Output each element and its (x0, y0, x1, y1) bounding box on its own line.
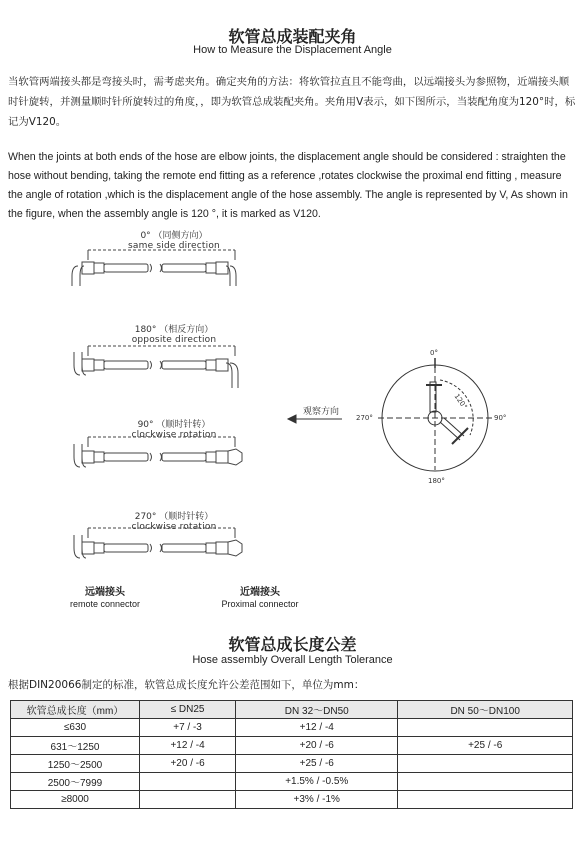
page-title: 软管总成装配夹角 (228, 27, 357, 46)
dial-angle-label: 120° (452, 392, 469, 411)
table-row (11, 737, 573, 755)
table-cell (398, 773, 573, 791)
tolerance-table (10, 700, 573, 809)
table-header-row (11, 701, 573, 719)
hose-3 (74, 437, 242, 467)
table-row (11, 719, 573, 737)
view-direction-label: 观察方向 (302, 407, 339, 417)
dial-bottom-label: 180° (428, 477, 445, 485)
table-cell: +20 / -6 (140, 755, 236, 773)
table-header-cell: DN 32～DN50 (236, 701, 398, 719)
page-subtitle: How to Measure the Displacement Angle (193, 44, 392, 56)
table-cell: +25 / -6 (398, 737, 573, 755)
table-cell (140, 773, 236, 791)
view-arrow-head (288, 415, 296, 423)
dial-right-label: 90° (494, 414, 507, 422)
dial-top-label: 0° (430, 349, 438, 357)
table-cell: +7 / -3 (140, 719, 236, 737)
hose-2-label-en: opposite direction (131, 335, 217, 345)
table-cell: 631～1250 (11, 737, 140, 755)
intro-paragraph-en: When the joints at both ends of the hose are elbow joints, the displacement angle should be considered : straighten the hose without bending, taking the remote end fitting as a reference ,rotates clockwise the proximal end fitting , measure the angle of rotation ,which is the displacement angle of the hose assembly. The angle is represented by V, As shown in the figure, when the assembly angle is 120 °, it is marked as V120. (8, 151, 568, 220)
proximal-connector-label-en: Proximal connector (221, 599, 299, 609)
hose-2-label-cn: 180° （相反方向） (134, 325, 214, 335)
table-row (11, 773, 573, 791)
table-cell: ≥8000 (11, 791, 140, 809)
table-row (11, 791, 573, 809)
table-cell: +12 / -4 (140, 737, 236, 755)
angle-dial (280, 340, 520, 490)
tolerance-title: 软管总成长度公差 (228, 635, 357, 654)
table-cell: +20 / -6 (236, 737, 398, 755)
remote-connector-label-en: remote connector (69, 599, 141, 609)
hose-4 (74, 528, 242, 558)
table-cell: +25 / -6 (236, 755, 398, 773)
tolerance-note: 根据DIN20066制定的标准，软管总成长度允许公差范围如下，单位为mm： (8, 679, 365, 691)
hose-2 (74, 346, 238, 388)
table-cell (398, 755, 573, 773)
table-header-cell: 软管总成长度（mm） (11, 701, 140, 719)
hose-3-label-en: clockwise rotation (131, 430, 217, 440)
table-header-cell: DN 50～DN100 (398, 701, 573, 719)
table-cell (140, 791, 236, 809)
table-cell: +3% / -1% (236, 791, 398, 809)
proximal-connector-label-cn: 近端接头 (240, 587, 280, 598)
hose-4-label-cn: 270° （顺时针转） (134, 512, 214, 522)
hose-1-label-cn: 0° （同侧方向） (140, 231, 208, 241)
table-row (11, 755, 573, 773)
table-cell: +12 / -4 (236, 719, 398, 737)
hose-1 (72, 250, 236, 286)
tolerance-subtitle: Hose assembly Overall Length Tolerance (192, 654, 393, 666)
table-header-cell: ≤ DN25 (140, 701, 236, 719)
hose-diagram (60, 220, 270, 590)
table-cell (398, 719, 573, 737)
dial-left-label: 270° (356, 414, 373, 422)
intro-paragraph-cn: 当软管两端接头都是弯接头时，需考虑夹角。确定夹角的方法：将软管拉直且不能弯曲，以远端接头为参照物，近端接头顺时针旋转，并测量顺时针所旋转过的角度，，即为软管总成装配夹角。夹角用V表示，如下图所示，当装配角度为120°时，标记为V120。 (8, 76, 576, 128)
remote-connector-label-cn: 远端接头 (85, 587, 125, 598)
table-cell: +1.5% / -0.5% (236, 773, 398, 791)
hose-3-label-cn: 90° （顺时针转） (137, 420, 211, 430)
hose-4-label-en: clockwise rotation (131, 522, 217, 532)
table-cell: ≤630 (11, 719, 140, 737)
table-cell: 1250～2500 (11, 755, 140, 773)
table-cell: 2500～7999 (11, 773, 140, 791)
table-cell (398, 791, 573, 809)
hose-1-label-en: same side direction (128, 241, 220, 251)
